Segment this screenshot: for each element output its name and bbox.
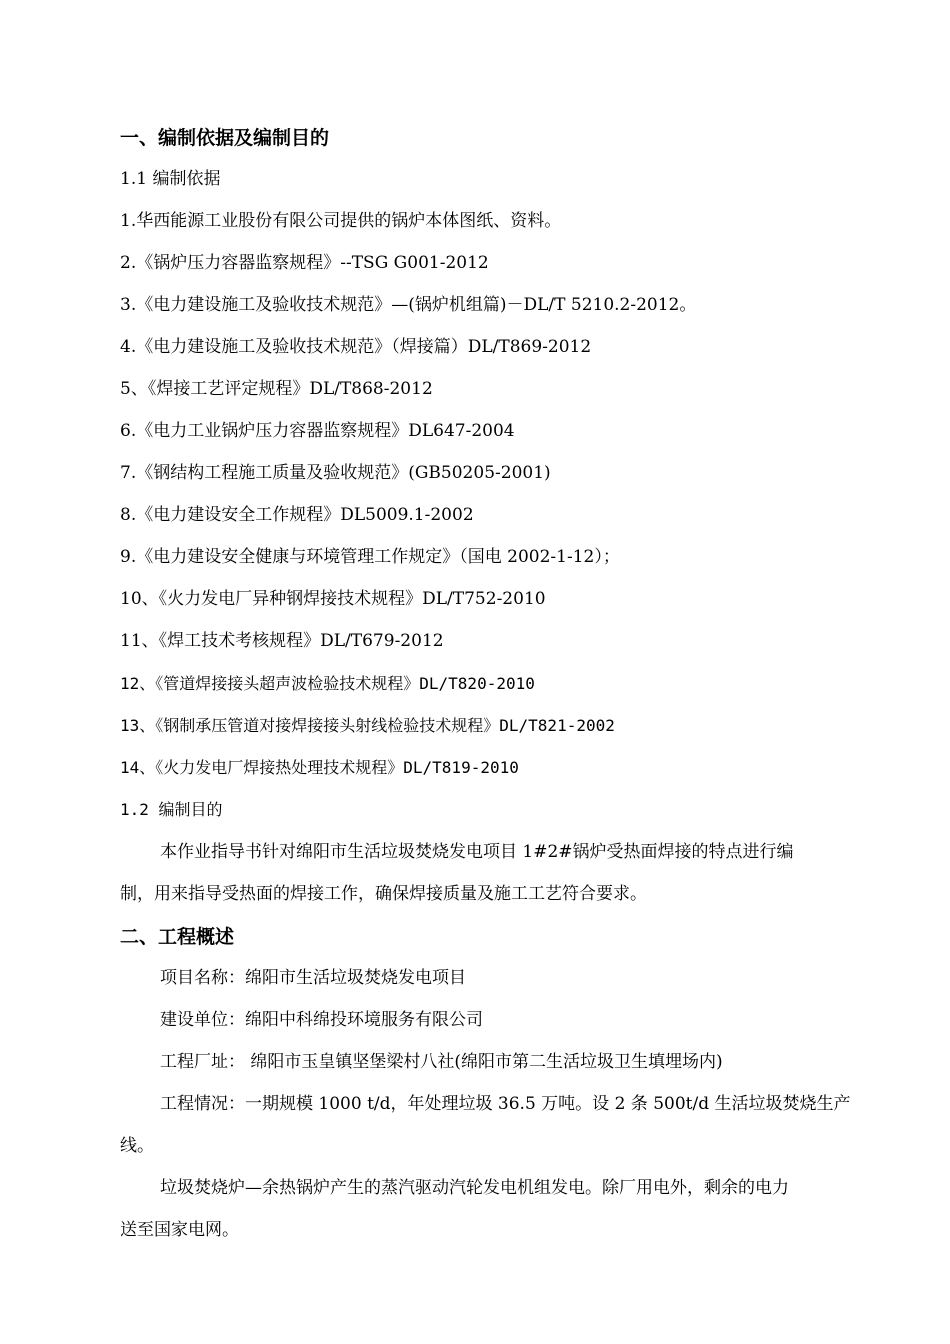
reference-item-9: 9.《电力建设安全健康与环境管理工作规定》（国电 2002-1-12）； [120, 547, 620, 567]
reference-item-7: 7.《钢结构工程施工质量及验收规范》(GB50205-2001) [120, 463, 551, 483]
purpose-paragraph-line-2: 制，用来指导受热面的焊接工作，确保焊接质量及施工工艺符合要求。 [120, 884, 647, 904]
project-name-line: 项目名称：绵阳市生活垃圾焚烧发电项目 [160, 968, 466, 988]
reference-item-14: 14、《火力发电厂焊接热处理技术规程》DL/T819-2010 [120, 758, 519, 777]
builder-line: 建设单位：绵阳中科绵投环境服务有限公司 [160, 1010, 483, 1030]
reference-item-2: 2.《锅炉压力容器监察规程》--TSG G001-2012 [120, 253, 489, 273]
reference-item-13: 13、《钢制承压管道对接焊接接头射线检验技术规程》DL/T821-2002 [120, 716, 615, 735]
reference-item-11: 11、《焊工技术考核规程》DL/T679-2012 [120, 631, 444, 651]
section-1-heading: 一、编制依据及编制目的 [120, 127, 330, 149]
reference-item-10: 10、《火力发电厂异种钢焊接技术规程》DL/T752-2010 [120, 589, 546, 609]
situation-line-2: 线。 [120, 1136, 154, 1156]
process-line-2: 送至国家电网。 [120, 1220, 239, 1240]
section-2-heading: 二、工程概述 [120, 926, 235, 948]
reference-item-5: 5、《焊接工艺评定规程》DL/T868-2012 [120, 379, 433, 399]
situation-line-1: 工程情况：一期规模 1000 t/d，年处理垃圾 36.5 万吨。设 2 条 500t/d 生活垃圾焚烧生产 [160, 1094, 851, 1114]
site-line: 工程厂址： 绵阳市玉皇镇坚堡梁村八社(绵阳市第二生活垃圾卫生填埋场内) [160, 1052, 723, 1072]
reference-item-12: 12、《管道焊接接头超声波检验技术规程》DL/T820-2010 [120, 674, 535, 693]
purpose-paragraph-line-1: 本作业指导书针对绵阳市生活垃圾焚烧发电项目 1#2#锅炉受热面焊接的特点进行编 [160, 842, 794, 862]
subsection-1-1-title: 1.1 编制依据 [120, 169, 221, 189]
reference-item-1: 1.华西能源工业股份有限公司提供的锅炉本体图纸、资料。 [120, 211, 562, 231]
reference-item-4: 4.《电力建设施工及验收技术规范》（焊接篇）DL/T869-2012 [120, 337, 592, 357]
reference-item-3: 3.《电力建设施工及验收技术规范》—(锅炉机组篇)－DL/T 5210.2-2012。 [120, 295, 697, 315]
subsection-1-2-title: 1.2 编制目的 [120, 800, 223, 819]
reference-item-6: 6.《电力工业锅炉压力容器监察规程》DL647-2004 [120, 421, 515, 441]
process-line-1: 垃圾焚烧炉—余热锅炉产生的蒸汽驱动汽轮发电机组发电。除厂用电外，剩余的电力 [160, 1178, 789, 1198]
reference-item-8: 8.《电力建设安全工作规程》DL5009.1-2002 [120, 505, 474, 525]
